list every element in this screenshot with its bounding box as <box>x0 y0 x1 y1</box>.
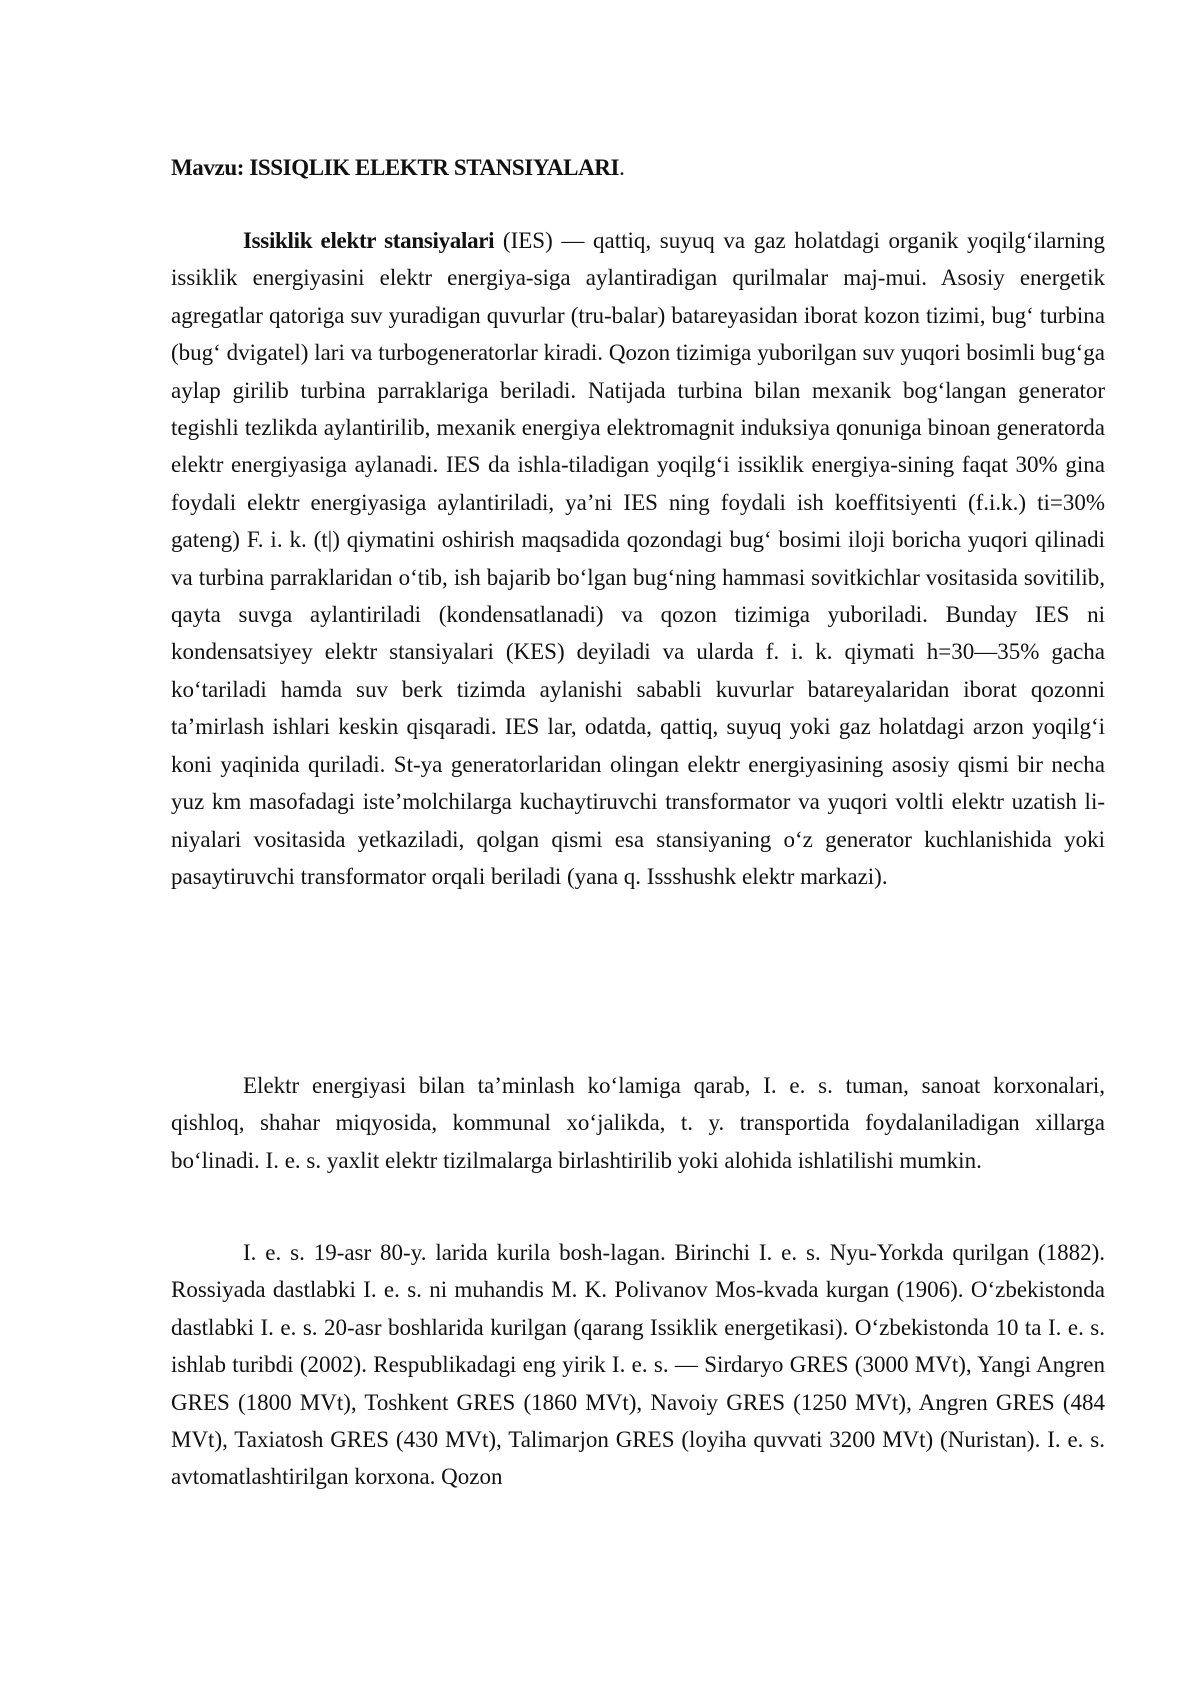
paragraph-lead-term: Issiklik elektr stansiyalari <box>243 228 495 253</box>
title-label: Mavzu: <box>171 155 244 180</box>
title-text: ISSIQLIK ELEKTR STANSIYALARI <box>249 155 620 180</box>
page-title <box>171 152 1071 184</box>
paragraph-definition <box>171 222 1105 895</box>
paragraph-definition-body: (IES) — qattiq, suyuq va gaz holatdagi organik yoqilg‘ilarning issiklik energiyasini elektr energiya-siga aylantiradigan qurilmalar maj-mui. Asosiy energetik agregatlar qatoriga suv yuradigan quvurlar (tru-balar) batareyasidan iborat kozon tizimi, bug‘ turbina (bug‘ dvigatel) lari va turbogeneratorlar kiradi. Qozon tizimiga yuborilgan suv yuqori bosimli bug‘ga aylap girilib turbina parraklariga beriladi. Natijada turbina bilan mexanik bog‘langan generator tegishli tezlikda aylantirilib, mexanik energiya elektromagnit induksiya qonuniga binoan generatorda elektr energiyasiga aylanadi. IES da ishla-tiladigan yoqilg‘i issiklik energiya-sining faqat 30% gina foydali elektr energiyasiga aylantiriladi, ya’ni IES ning foydali ish koeffitsiyenti (f.i.k.) ti=30% gateng) F. i. k. (t|) qiymatini oshirish maqsadida qozondagi bug‘ bosimi iloji boricha yuqori qilinadi va turbina parraklaridan o‘tib, ish bajarib bo‘lgan bug‘ning hammasi sovitkichlar vositasida sovitilib, qayta suvga aylantiriladi (kondensatlanadi) va qozon tizimiga yuboriladi. Bunday IES ni kondensatsiyey elektr stansiyalari (KES) deyiladi va ularda f. i. k. qiymati h=30—35% gacha ko‘tariladi hamda suv berk tizimda aylanishi sababli kuvurlar batareyalaridan iborat qozonni ta’mirlash ishlari keskin qisqaradi. IES lar, odatda, qattiq, suyuq yoki gaz holatdagi arzon yoqilg‘i koni yaqinida quriladi. St-ya generatorlaridan olingan elektr energiyasining asosiy qismi bir necha yuz km masofadagi iste’molchilarga kuchaytiruvchi transformator va yuqori voltli elektr uzatish li-niyalari vositasida yetkaziladi, qolgan qismi esa stansiyaning o‘z generator kuchlanishida yoki pasaytiruvchi transformator orqali beriladi (yana q. Issshushk elektr markazi). <box>171 228 1105 889</box>
paragraph-classification: Elektr energiyasi bilan ta’minlash ko‘lamiga qarab, I. e. s. tuman, sanoat korxonalari, qishloq, shahar miqyosida, kommunal xo‘jalikda, t. y. transportida foydalaniladigan xillarga bo‘linadi. I. e. s. yaxlit elektr tizilmalarga birlashtirilib yoki alohida ishlatilishi mumkin. <box>171 1073 1105 1173</box>
title-end: . <box>619 155 625 180</box>
paragraph-history: I. e. s. 19-asr 80-y. larida kurila bosh-lagan. Birinchi I. e. s. Nyu-Yorkda qurilgan (1882). Rossiyada dastlabki I. e. s. ni muhandis M. K. Polivanov Mos-kvada kurgan (1906). O‘zbekistonda dastlabki I. e. s. 20-asr boshlarida kurilgan (qarang Issiklik energetikasi). O‘zbekistonda 10 ta I. e. s. ishlab turibdi (2002). Respublikadagi eng yirik I. e. s. — Sirdaryo GRES (3000 MVt), Yangi Angren GRES (1800 MVt), Toshkent GRES (1860 MVt), Navoiy GRES (1250 MVt), Angren GRES (484 MVt), Taxiatosh GRES (430 MVt), Talimarjon GRES (loyiha quvvati 3200 MVt) (Nuristan). I. e. s. avtomatlashtirilgan korxona. Qozon <box>171 1240 1105 1490</box>
